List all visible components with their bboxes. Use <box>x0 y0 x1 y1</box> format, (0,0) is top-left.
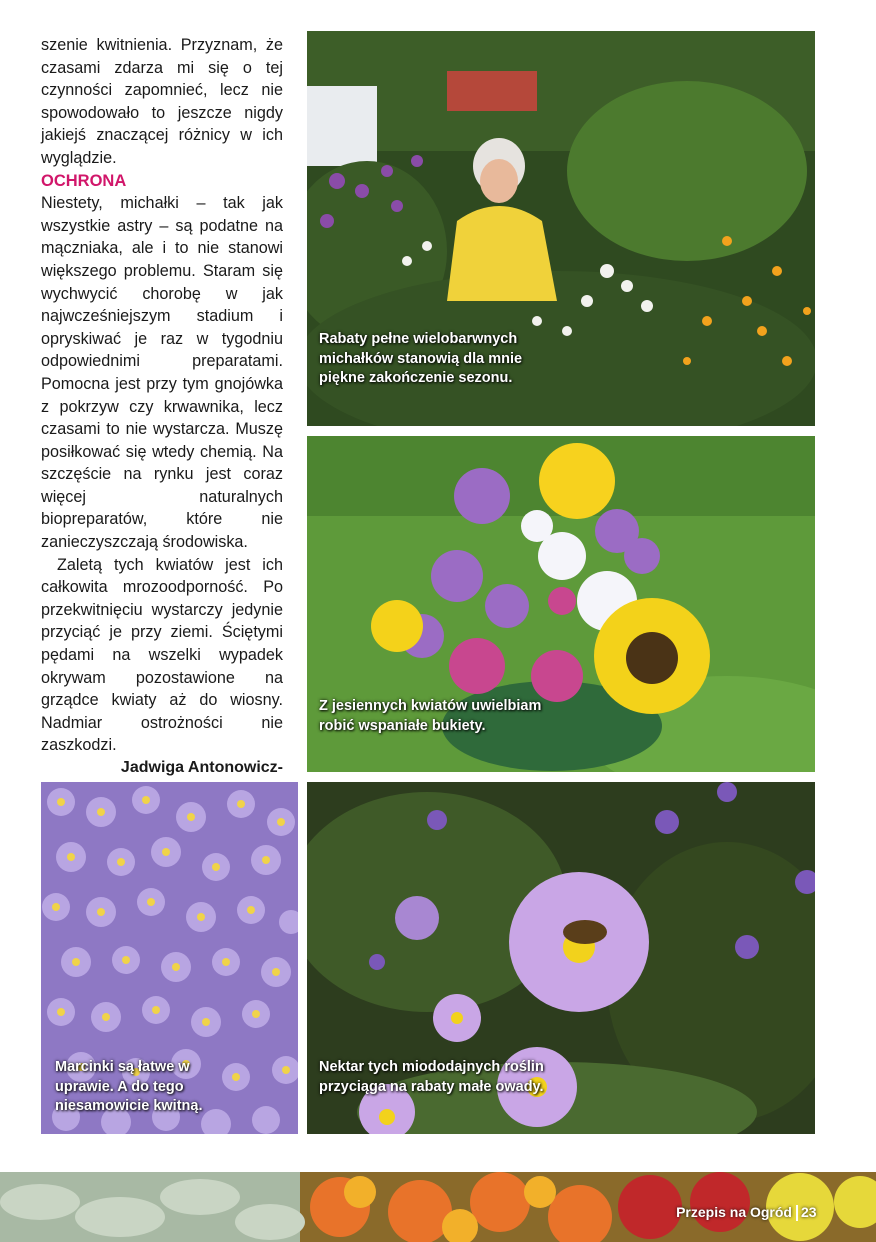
article-paragraph: szenie kwitnienia. Przyznam, że czasami zdarza mi się o tej czynności zapomnieć, lecz nie spowodowało to jeszcze nigdy jakiejś znaczącej różnicy w ich wyglądzie. <box>41 36 283 167</box>
article-paragraph: Niestety, michałki – tak jak wszystkie astry – są podatne na mączniaka, ale i to nie stanowi większego problemu. Staram się wychwycić chorobę w jak najwcześniejszym stadium i opryskiwać je raz w tygodniu odpowiednimi preparatami. Pomocna jest przy tym gnojówka z pokrzyw czy krwawnika, lecz czasami to nie wystarcza. Muszę posiłkować się wtedy chemią. Na szczęście na rynku jest coraz więcej naturalnych biopreparatów, które nie zanieczyszczają środowiska. <box>41 194 283 552</box>
bouquet-photo <box>307 436 815 772</box>
magazine-title: Przepis na Ogród <box>676 1204 792 1220</box>
footer-separator <box>796 1205 798 1221</box>
article-text-column <box>41 34 283 802</box>
section-heading: OCHRONA <box>41 171 127 190</box>
page-number: 23 <box>801 1204 817 1220</box>
bee-photo-caption: Nektar tych miododajnych roślin przyciąga na rabaty małe owady. <box>319 1059 544 1095</box>
asters-photo-caption: Marcinki są łatwe w uprawie. A do tego niesamowicie kwitną. <box>55 1059 203 1114</box>
garden-photo <box>307 31 815 426</box>
bee-photo <box>307 782 815 1134</box>
bouquet-photo-caption: Z jesiennych kwiatów uwielbiam robić wspaniałe bukiety. <box>319 698 542 734</box>
author-name-line: Jadwiga Antonowicz- <box>120 759 283 776</box>
garden-photo-caption: Rabaty pełne wielobarwnych michałków stanowią dla mnie piękne zakończenie sezonu. <box>319 331 523 386</box>
asters-photo <box>41 782 298 1134</box>
article-paragraph: Zaletą tych kwiatów jest ich całkowita mrozoodporność. Po przekwitnięciu wystarczy jedynie przyciąć je przy ziemi. Ściętymi pędami na wszelki wypadek okrywam pozostawione na grządce kwiaty aż do wiosny. Nadmiar ostrożności nie zaszkodzi. <box>41 555 283 755</box>
